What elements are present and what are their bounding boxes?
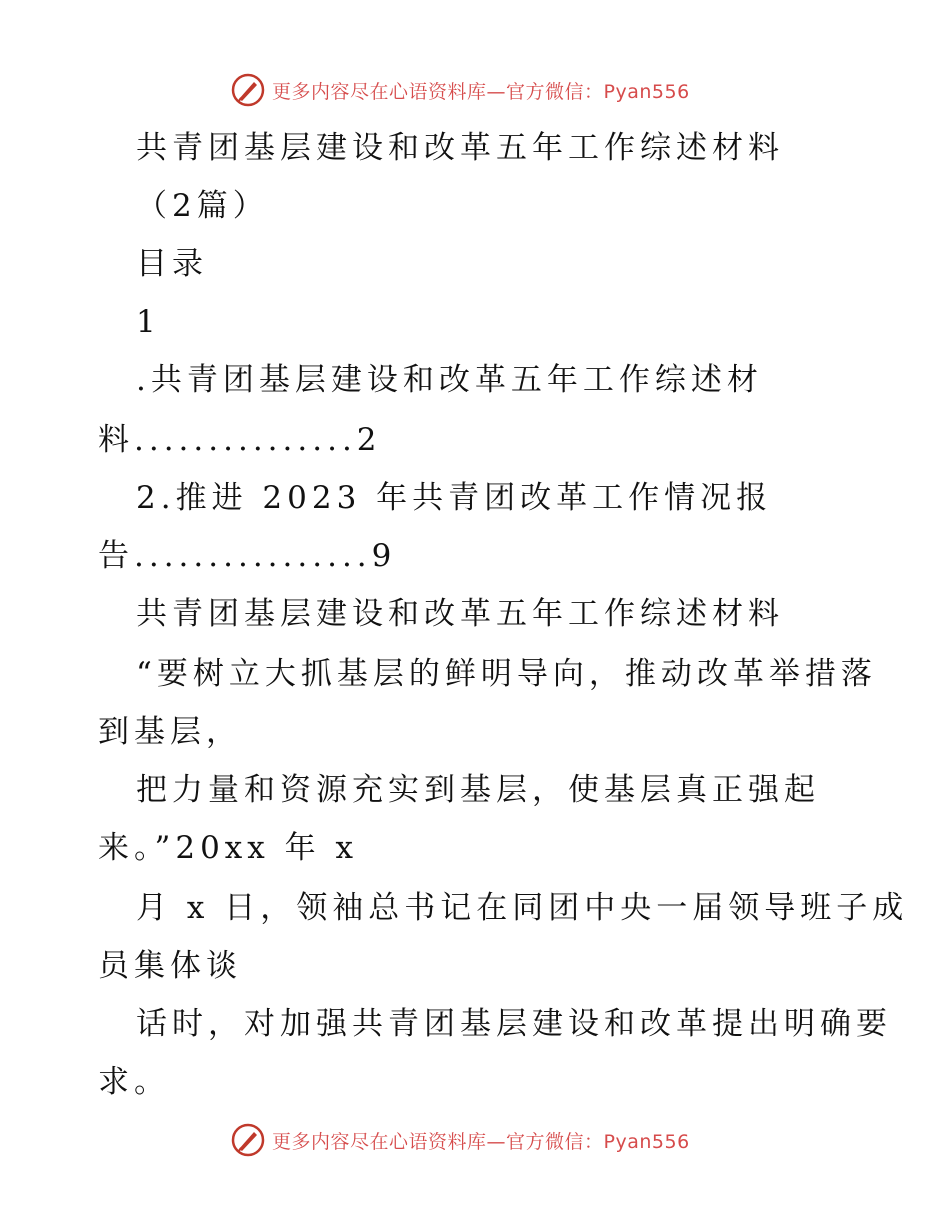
body-line: 员集体谈 (98, 948, 242, 984)
toc-item-1-page: 料...............2 (98, 422, 382, 458)
section-heading: 共青团基层建设和改革五年工作综述材料 (136, 596, 784, 632)
body-line: 月 x 日，领袖总书记在同团中央一届领导班子成 (136, 890, 909, 926)
footer-watermark-text: 更多内容尽在心语资料库—官方微信：Pyan556 (272, 1130, 690, 1153)
doc-title: 共青团基层建设和改革五年工作综述材料 (136, 130, 784, 166)
body-line: 话时，对加强共青团基层建设和改革提出明确要 (136, 1006, 892, 1042)
quill-logo-icon (230, 1122, 266, 1158)
toc-item-2-page: 告................9 (98, 538, 397, 574)
toc-item-2: 2.推进 2023 年共青团改革工作情况报 (136, 480, 773, 516)
body-line: 把力量和资源充实到基层，使基层真正强起 (136, 772, 820, 808)
header-watermark-banner (230, 70, 750, 110)
footer-watermark-banner (230, 1120, 750, 1160)
toc-item-1: .共青团基层建设和改革五年工作综述材 (136, 362, 763, 398)
toc-number: 1 (136, 304, 161, 340)
quill-logo-icon (230, 72, 266, 108)
body-line: 求。 (98, 1064, 170, 1100)
body-line: “要树立大抓基层的鲜明导向，推动改革举措落 (136, 656, 877, 692)
toc-heading: 目录 (136, 246, 208, 282)
body-line: 到基层， (98, 714, 242, 750)
header-watermark-text: 更多内容尽在心语资料库—官方微信：Pyan556 (272, 80, 690, 103)
body-line: 来。”20xx 年 x (98, 830, 358, 866)
doc-title-count: （2篇） (136, 188, 269, 224)
